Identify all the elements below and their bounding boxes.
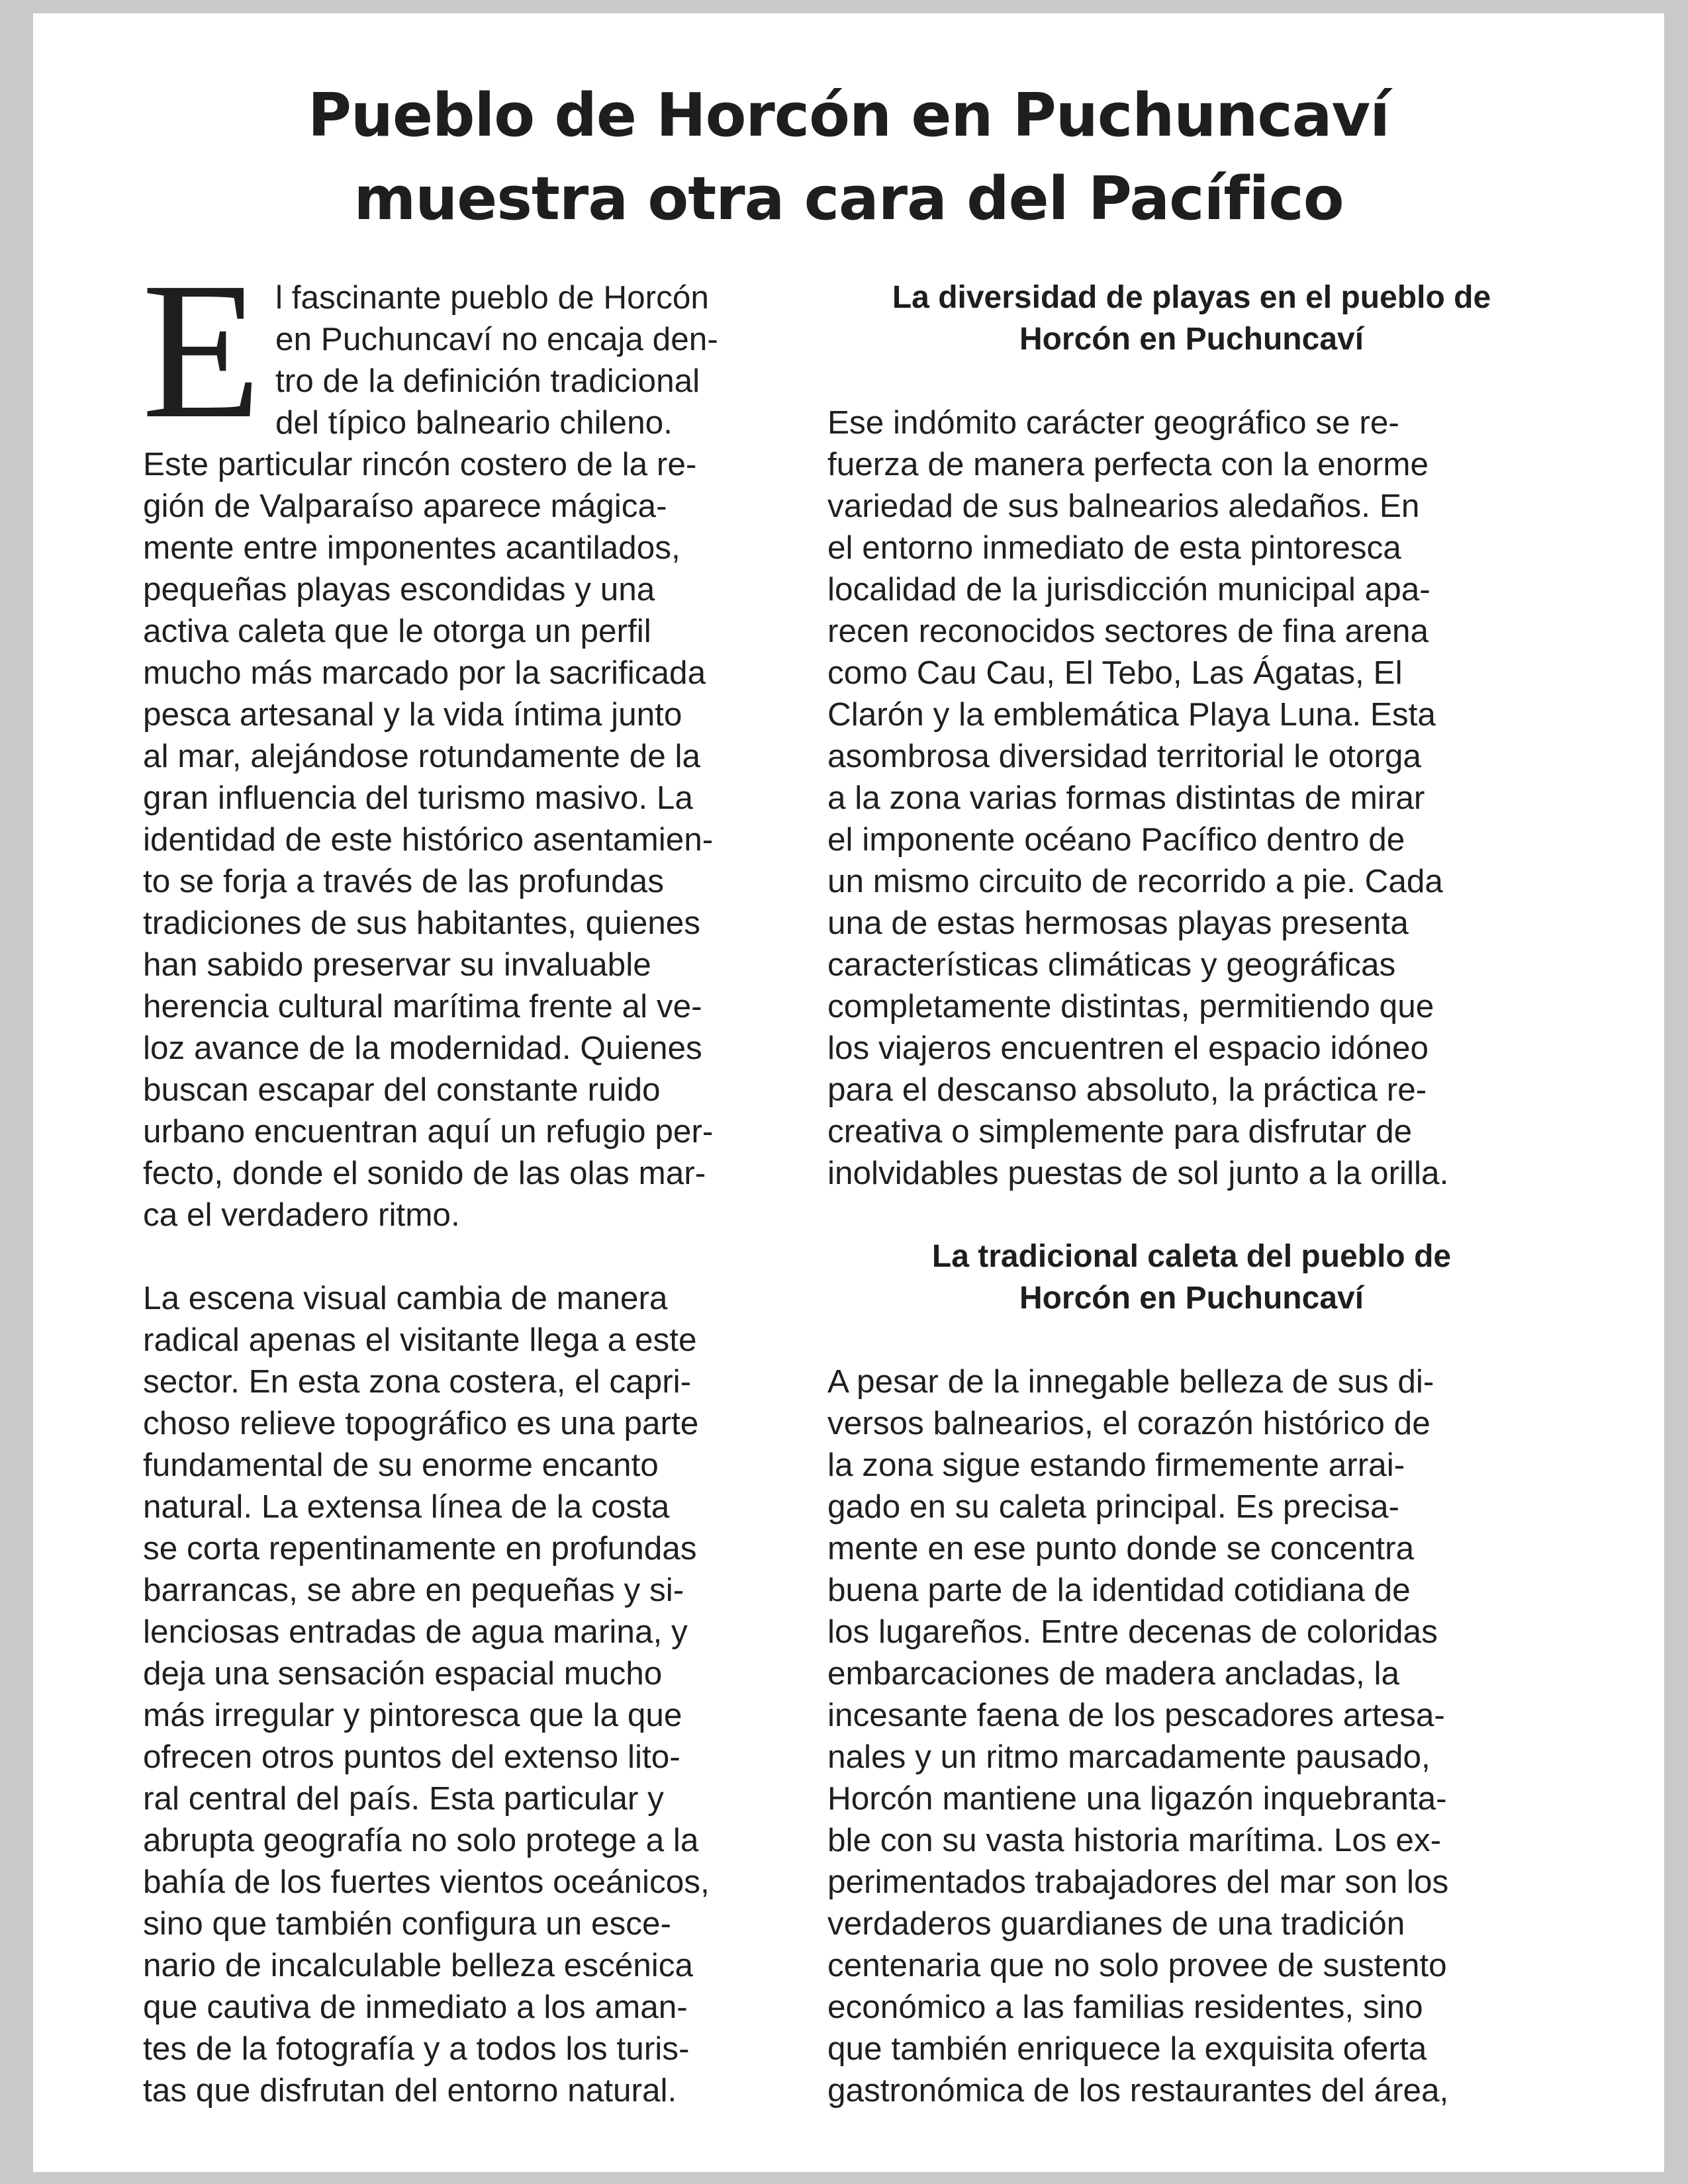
text-line: barrancas, se abre en pequeñas y si- xyxy=(143,1572,684,1608)
right-column xyxy=(827,277,1556,2111)
text-line: deja una sensación espacial mucho xyxy=(143,1655,663,1692)
text-line: pequeñas playas escondidas y una xyxy=(143,571,655,608)
text-line: gran influencia del turismo masivo. La xyxy=(143,780,693,816)
text-line: centenaria que no solo provee de sustento xyxy=(827,1947,1447,1983)
text-line: el imponente océano Pacífico dentro de xyxy=(827,821,1405,858)
text-line: A pesar de la innegable belleza de sus di- xyxy=(827,1363,1434,1400)
section-heading xyxy=(827,277,1556,360)
text-line: urbano encuentran aquí un refugio per- xyxy=(143,1113,714,1150)
text-line: activa caleta que le otorga un perfil xyxy=(143,613,651,649)
text-line: lenciosas entradas de agua marina, y xyxy=(143,1614,688,1650)
text-line: loz avance de la modernidad. Quienes xyxy=(143,1030,702,1066)
text-line: abrupta geografía no solo protege a la xyxy=(143,1822,699,1858)
text-line: bahía de los fuertes vientos oceánicos, xyxy=(143,1864,710,1900)
text-line: características climáticas y geográficas xyxy=(827,946,1396,983)
text-line: al mar, alejándose rotundamente de la xyxy=(143,738,701,774)
text-line: del típico balneario chileno. xyxy=(275,404,673,441)
text-line: herencia cultural marítima frente al ve- xyxy=(143,988,702,1024)
text-line: choso relieve topográfico es una parte xyxy=(143,1405,699,1441)
text-line: versos balnearios, el corazón histórico de xyxy=(827,1405,1430,1441)
newspaper-page xyxy=(33,13,1664,2172)
text-line: to se forja a través de las profundas xyxy=(143,863,664,899)
text-line: mucho más marcado por la sacrificada xyxy=(143,655,706,691)
text-line: nales y un ritmo marcadamente pausado, xyxy=(827,1739,1430,1775)
text-line: sino que también configura un esce- xyxy=(143,1905,671,1942)
text-line: radical apenas el visitante llega a este xyxy=(143,1322,697,1358)
title-line: Pueblo de Horcón en Puchuncaví xyxy=(307,81,1390,150)
text-line: localidad de la jurisdicción municipal apa- xyxy=(827,571,1430,608)
heading-line: Horcón en Puchuncaví xyxy=(1019,1281,1364,1316)
text-line: variedad de sus balnearios aledaños. En xyxy=(827,488,1420,524)
text-line: completamente distintas, permitiendo que xyxy=(827,988,1434,1024)
left-column xyxy=(142,242,818,2111)
text-line: nario de incalculable belleza escénica xyxy=(143,1947,694,1983)
text-line: tradiciones de sus habitantes, quienes xyxy=(143,905,701,941)
body-paragraph xyxy=(143,1277,818,2111)
text-line: los lugareños. Entre decenas de coloridas xyxy=(827,1614,1438,1650)
text-line: ble con su vasta historia marítima. Los ex- xyxy=(827,1822,1442,1858)
text-line: fuerza de manera perfecta con la enorme xyxy=(827,446,1429,482)
text-line: l fascinante pueblo de Horcón xyxy=(275,279,709,316)
text-line: la zona sigue estando firmemente arrai- xyxy=(827,1447,1405,1483)
text-line: Clarón y la emblemática Playa Luna. Esta xyxy=(827,696,1436,733)
text-line: sector. En esta zona costera, el capri- xyxy=(143,1363,692,1400)
text-line: buena parte de la identidad cotidiana de xyxy=(827,1572,1411,1608)
text-line: ca el verdadero ritmo. xyxy=(143,1197,460,1233)
text-line: gastronómica de los restaurantes del área, xyxy=(827,2072,1449,2109)
text-line: gado en su caleta principal. Es precisa- xyxy=(827,1488,1399,1525)
text-line: en Puchuncaví no encaja den- xyxy=(275,321,718,357)
text-line: fundamental de su enorme encanto xyxy=(143,1447,659,1483)
text-line: económico a las familias residentes, sino xyxy=(827,1989,1423,2025)
text-line: más irregular y pintoresca que la que xyxy=(143,1697,682,1733)
text-line: que también enriquece la exquisita oferta xyxy=(827,2030,1427,2067)
heading-line: La diversidad de playas en el pueblo de xyxy=(892,280,1491,315)
text-line: embarcaciones de madera ancladas, la xyxy=(827,1655,1400,1692)
text-line: Horcón mantiene una ligazón inquebranta- xyxy=(827,1780,1447,1817)
drop-cap: E xyxy=(142,242,261,459)
text-line: natural. La extensa línea de la costa xyxy=(143,1488,670,1525)
text-line: tas que disfrutan del entorno natural. xyxy=(143,2072,677,2109)
text-line: creativa o simplemente para disfrutar de xyxy=(827,1113,1413,1150)
article-title xyxy=(33,74,1664,241)
text-line: incesante faena de los pescadores artesa- xyxy=(827,1697,1445,1733)
text-line: ral central del país. Esta particular y xyxy=(143,1780,664,1817)
heading-line: La tradicional caleta del pueblo de xyxy=(931,1239,1452,1274)
intro-paragraph xyxy=(142,242,818,1236)
text-line: mente entre imponentes acantilados, xyxy=(143,529,680,566)
text-line: gión de Valparaíso aparece mágica- xyxy=(143,488,667,524)
title-line: muestra otra cara del Pacífico xyxy=(353,164,1344,234)
text-line: fecto, donde el sonido de las olas mar- xyxy=(143,1155,706,1191)
text-line: Este particular rincón costero de la re- xyxy=(143,446,697,482)
text-line: mente en ese punto donde se concentra xyxy=(827,1530,1415,1567)
text-line: La escena visual cambia de manera xyxy=(143,1280,668,1316)
body-paragraph xyxy=(827,402,1556,1194)
text-line: una de estas hermosas playas presenta xyxy=(827,905,1409,941)
text-line: tes de la fotografía y a todos los turis- xyxy=(143,2030,690,2067)
text-line: el entorno inmediato de esta pintoresca xyxy=(827,529,1401,566)
text-line: perimentados trabajadores del mar son los xyxy=(827,1864,1449,1900)
section-heading xyxy=(827,1236,1556,1319)
text-line: inolvidables puestas de sol junto a la orilla. xyxy=(827,1155,1449,1191)
text-line: para el descanso absoluto, la práctica re- xyxy=(827,1071,1427,1108)
text-line: recen reconocidos sectores de fina arena xyxy=(827,613,1429,649)
text-line: un mismo circuito de recorrido a pie. Cada xyxy=(827,863,1443,899)
body-paragraph xyxy=(827,1361,1556,2111)
text-line: se corta repentinamente en profundas xyxy=(143,1530,697,1567)
text-line: a la zona varias formas distintas de mirar xyxy=(827,780,1425,816)
text-line: identidad de este histórico asentamien- xyxy=(143,821,714,858)
text-line: asombrosa diversidad territorial le otorga xyxy=(827,738,1421,774)
text-line: como Cau Cau, El Tebo, Las Ágatas, El xyxy=(827,655,1403,691)
text-line: pesca artesanal y la vida íntima junto xyxy=(143,696,682,733)
text-line: tro de la definición tradicional xyxy=(275,363,700,399)
text-line: Ese indómito carácter geográfico se re- xyxy=(827,404,1399,441)
text-line: que cautiva de inmediato a los aman- xyxy=(143,1989,688,2025)
text-line: buscan escapar del constante ruido xyxy=(143,1071,661,1108)
text-line: ofrecen otros puntos del extenso lito- xyxy=(143,1739,680,1775)
text-line: verdaderos guardianes de una tradición xyxy=(827,1905,1405,1942)
text-line: han sabido preservar su invaluable xyxy=(143,946,651,983)
text-line: los viajeros encuentren el espacio idóneo xyxy=(827,1030,1429,1066)
heading-line: Horcón en Puchuncaví xyxy=(1019,322,1364,357)
